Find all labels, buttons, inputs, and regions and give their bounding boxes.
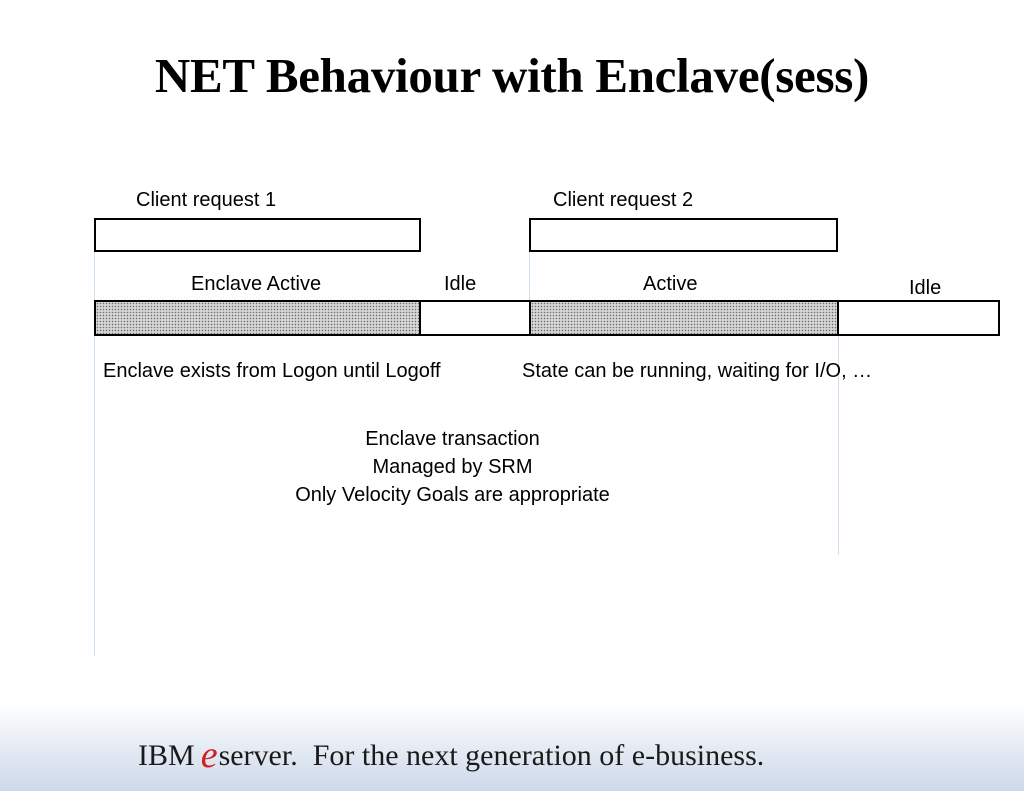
guide-line-middle	[529, 250, 530, 302]
ibm-logo-text: IBM	[138, 739, 195, 772]
server-text: server.	[218, 739, 298, 772]
footer-tagline: For the next generation of e-business.	[312, 739, 765, 772]
idle-label-1: Idle	[444, 273, 477, 295]
client-request-2-label: Client request 2	[553, 189, 694, 211]
active-label: Active	[643, 273, 698, 295]
active-segment	[529, 300, 839, 336]
enclave-active-segment	[94, 300, 421, 336]
slide-title: NET Behaviour with Enclave(sess)	[154, 48, 870, 103]
enclave-active-label: Enclave Active	[191, 273, 322, 295]
client-request-2-box	[529, 218, 838, 252]
idle-label-2: Idle	[909, 277, 942, 299]
idle-segment-2	[837, 300, 1000, 336]
velocity-goals-text: Only Velocity Goals are appropriate	[295, 484, 610, 506]
client-request-1-label: Client request 1	[136, 189, 277, 211]
client-request-1-box	[94, 218, 421, 252]
eserver-e-logo-icon: e	[200, 734, 218, 776]
managed-by-srm-text: Managed by SRM	[372, 456, 533, 478]
footer-branding	[138, 736, 764, 776]
state-note: State can be running, waiting for I/O, …	[522, 360, 873, 382]
enclave-notes	[200, 425, 705, 509]
enclave-lifetime-note: Enclave exists from Logon until Logoff	[103, 360, 441, 382]
idle-segment-1	[419, 300, 531, 336]
enclave-transaction-text: Enclave transaction	[365, 428, 540, 450]
